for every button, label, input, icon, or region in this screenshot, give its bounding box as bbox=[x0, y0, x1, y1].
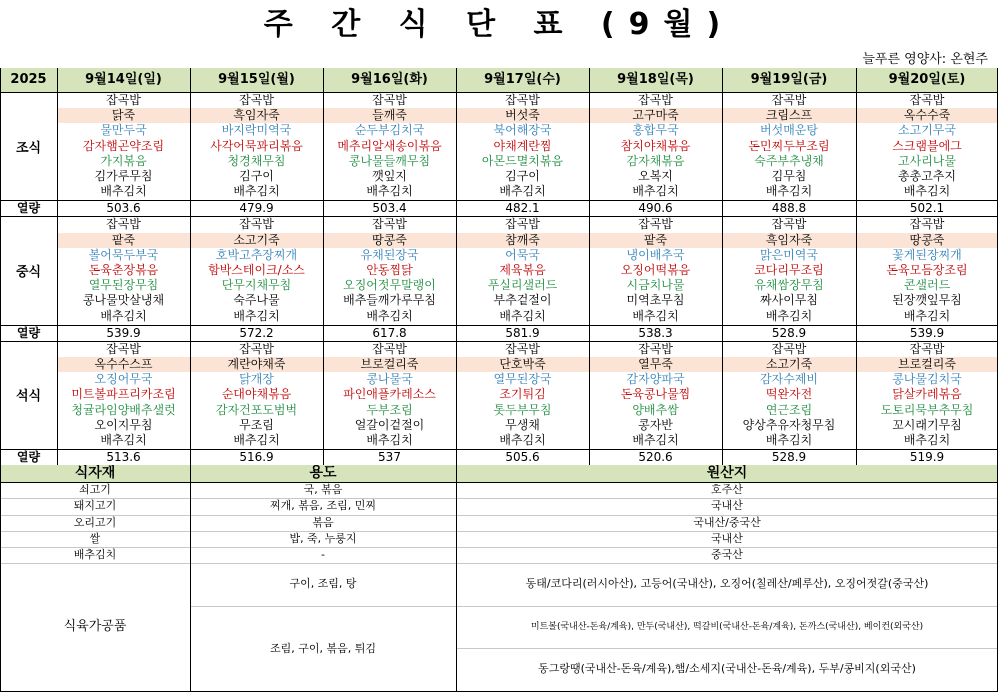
menu-item: 제육볶음 bbox=[499, 263, 546, 277]
origin-cell: 찌개, 볶음, 조림, 민찌 bbox=[270, 499, 376, 513]
menu-item: 배추김치 bbox=[499, 308, 546, 323]
menu-item: 팥죽 bbox=[111, 232, 136, 247]
day-header: 9월20일(토) bbox=[856, 68, 998, 92]
menu-item: 어묵국 bbox=[505, 247, 540, 262]
menu-item: 꼬시래기무침 bbox=[892, 417, 962, 432]
menu-item: 감자건포도범벅 bbox=[215, 402, 298, 417]
menu-item: 숙주나물 bbox=[233, 293, 280, 308]
menu-item: 된장깻잎무침 bbox=[892, 293, 962, 308]
menu-item: 잡곡밥 bbox=[638, 217, 673, 232]
menu-item: 배추김치 bbox=[632, 184, 679, 199]
grid-line bbox=[190, 68, 191, 465]
menu-item: 야채계란찜 bbox=[493, 138, 552, 153]
origin-header: 용도 bbox=[190, 465, 456, 482]
menu-item: 미트볼파프리카조림 bbox=[71, 387, 176, 402]
calorie-value: 617.8 bbox=[372, 325, 407, 340]
menu-item: 스크램블에그 bbox=[892, 138, 962, 153]
origin-cell: 밥, 죽, 누룽지 bbox=[289, 531, 357, 545]
origin-cell: 쌀 bbox=[89, 531, 101, 545]
grid-line bbox=[0, 691, 998, 692]
calorie-value: 537 bbox=[378, 450, 401, 465]
menu-item: 배추김치 bbox=[632, 433, 679, 447]
menu-item: 팥죽 bbox=[643, 232, 668, 247]
menu-item: 꽃게된장찌개 bbox=[892, 247, 962, 262]
menu-item: 콩나물맛살냉채 bbox=[82, 293, 165, 308]
menu-item: 파인애플카레소스 bbox=[343, 387, 436, 402]
menu-item: 옥수수스프 bbox=[94, 357, 153, 371]
processed-origin: 미트볼(국내산-돈육/계육), 만두(국내산), 떡갈비(국내산-돈육/계육), 돈까스(국내산), 베이컨(외국산) bbox=[530, 621, 924, 632]
menu-item: 청귤라임양배추샐럿 bbox=[71, 402, 176, 417]
menu-item: 고사리나물 bbox=[898, 153, 956, 168]
grid-line bbox=[190, 465, 191, 691]
calorie-value: 505.6 bbox=[505, 450, 540, 465]
menu-item: 청경채무침 bbox=[227, 153, 286, 168]
menu-item: 참깨죽 bbox=[505, 232, 540, 247]
calorie-value: 503.6 bbox=[106, 201, 141, 216]
menu-item: 돈육콩나물찜 bbox=[620, 387, 691, 402]
menu-item: 볼어묵두부국 bbox=[88, 247, 159, 262]
calorie-value: 516.9 bbox=[239, 450, 274, 465]
menu-item: 조기튀김 bbox=[499, 387, 546, 402]
menu-item: 두부조림 bbox=[366, 402, 413, 417]
menu-item: 땅콩죽 bbox=[372, 232, 407, 247]
page-title: 주 간 식 단 표 (9월) bbox=[263, 7, 735, 42]
calorie-value: 538.3 bbox=[638, 325, 673, 340]
origin-cell: 국내산/중국산 bbox=[693, 515, 761, 529]
origin-cell: 오리고기 bbox=[73, 515, 117, 529]
menu-item: 돈육춘장볶음 bbox=[88, 263, 159, 277]
menu-item: 배추김치 bbox=[100, 184, 147, 199]
menu-item: 브로컬리죽 bbox=[360, 357, 419, 371]
menu-item: 크림스프 bbox=[765, 108, 813, 123]
menu-item: 연근조림 bbox=[765, 402, 813, 417]
menu-item: 오징어젓무말랭이 bbox=[343, 278, 436, 293]
menu-item: 잡곡밥 bbox=[106, 93, 141, 107]
calorie-value: 528.9 bbox=[771, 450, 807, 465]
day-header: 9월14일(일) bbox=[57, 68, 190, 92]
menu-item: 오복지 bbox=[638, 169, 673, 183]
calorie-value: 490.6 bbox=[638, 201, 673, 216]
menu-item: 잡곡밥 bbox=[638, 93, 673, 107]
origin-cell: 중국산 bbox=[711, 548, 743, 561]
menu-item: 오징어떡볶음 bbox=[620, 263, 691, 277]
menu-item: 잡곡밥 bbox=[372, 93, 407, 107]
menu-item: 돈육모듬장조림 bbox=[886, 263, 968, 277]
menu-item: 숙주부추냉채 bbox=[754, 153, 824, 168]
menu-item: 소고기무국 bbox=[898, 123, 956, 138]
menu-item: 잡곡밥 bbox=[239, 341, 274, 356]
menu-item: 닭죽 bbox=[111, 108, 136, 123]
menu-item: 배추김치 bbox=[499, 433, 546, 447]
menu-item: 가지볶음 bbox=[100, 153, 147, 168]
menu-item: 잡곡밥 bbox=[909, 217, 945, 232]
menu-item: 배추김치 bbox=[765, 433, 813, 447]
menu-item: 메추리알새송이볶음 bbox=[337, 138, 442, 153]
menu-item: 바지락미역국 bbox=[221, 123, 292, 138]
menu-item: 흑임자죽 bbox=[765, 232, 813, 247]
menu-item: 잡곡밥 bbox=[771, 341, 807, 356]
menu-item: 물만두국 bbox=[100, 123, 147, 138]
nutritionist-label: 늘푸른 영양사: 온현주 bbox=[862, 52, 988, 67]
menu-item: 단호박죽 bbox=[499, 357, 546, 371]
grid-line bbox=[856, 68, 857, 465]
menu-item: 배추김치 bbox=[366, 184, 413, 199]
processed-item: 식육가공품 bbox=[63, 619, 127, 635]
year-cell: 2025 bbox=[0, 68, 57, 92]
menu-item: 잡곡밥 bbox=[505, 217, 540, 232]
menu-item: 김가루무침 bbox=[94, 169, 153, 183]
day-header: 9월18일(목) bbox=[589, 68, 722, 92]
menu-item: 배추김치 bbox=[100, 433, 147, 447]
menu-item: 김구이 bbox=[505, 169, 540, 183]
menu-item: 돈민찌두부조림 bbox=[748, 138, 830, 153]
origin-cell: 돼지고기 bbox=[73, 499, 117, 513]
menu-item: 흑임자죽 bbox=[233, 108, 280, 123]
menu-item: 열무된장국 bbox=[493, 372, 552, 387]
day-header: 9월19일(금) bbox=[722, 68, 856, 92]
menu-item: 순두부김치국 bbox=[354, 123, 425, 138]
menu-item: 얼갈이겉절이 bbox=[354, 417, 425, 432]
grid-line bbox=[323, 68, 324, 465]
menu-item: 참치야채볶음 bbox=[620, 138, 691, 153]
menu-item: 홍합무국 bbox=[632, 123, 679, 138]
day-header: 9월17일(수) bbox=[456, 68, 589, 92]
menu-item: 잡곡밥 bbox=[909, 341, 945, 356]
menu-item: 안동찜닭 bbox=[366, 263, 413, 277]
calorie-value: 528.9 bbox=[771, 325, 807, 340]
menu-item: 코다리무조림 bbox=[754, 263, 824, 277]
menu-item: 김구이 bbox=[239, 169, 274, 183]
menu-item: 부추겉절이 bbox=[493, 293, 552, 308]
menu-item: 옥수수죽 bbox=[903, 108, 951, 123]
origin-cell: 호주산 bbox=[711, 483, 743, 497]
menu-item: 배추김치 bbox=[903, 433, 951, 447]
menu-item: 배추김치 bbox=[233, 184, 280, 199]
origin-header: 원산지 bbox=[456, 465, 998, 482]
grid-line bbox=[0, 465, 1, 691]
menu-item: 유채된장국 bbox=[360, 247, 419, 262]
calorie-value: 488.8 bbox=[771, 201, 807, 216]
grid-line bbox=[589, 68, 590, 465]
menu-item: 순대야채볶음 bbox=[221, 387, 292, 402]
calorie-value: 520.6 bbox=[638, 450, 673, 465]
menu-item: 잡곡밥 bbox=[106, 341, 141, 356]
menu-item: 짜사이무침 bbox=[760, 293, 818, 308]
menu-item: 배추김치 bbox=[499, 184, 546, 199]
menu-item: 잡곡밥 bbox=[106, 217, 141, 232]
menu-item: 감자수제비 bbox=[760, 372, 818, 387]
menu-item: 감자양파국 bbox=[626, 372, 685, 387]
menu-item: 호박고추장찌개 bbox=[215, 247, 298, 262]
menu-item: 콩나물들깨무침 bbox=[348, 153, 431, 168]
menu-item: 배추김치 bbox=[100, 308, 147, 323]
menu-item: 브로컬리죽 bbox=[898, 357, 956, 371]
menu-item: 잡곡밥 bbox=[239, 93, 274, 107]
menu-item: 열무된장무침 bbox=[88, 278, 159, 293]
menu-item: 배추김치 bbox=[903, 184, 951, 199]
menu-item: 고구마죽 bbox=[632, 108, 679, 123]
origin-cell: 국내산 bbox=[711, 499, 743, 513]
meal-name: 조식 bbox=[15, 140, 42, 156]
menu-item: 잡곡밥 bbox=[771, 93, 807, 107]
origin-cell: 볶음 bbox=[312, 515, 334, 529]
calorie-value: 503.4 bbox=[372, 201, 407, 216]
menu-item: 잡곡밥 bbox=[239, 217, 274, 232]
menu-item: 아몬드멸치볶음 bbox=[481, 153, 564, 168]
menu-item: 땅콩죽 bbox=[909, 232, 945, 247]
grid-line bbox=[0, 68, 1, 465]
origin-header: 식자재 bbox=[0, 465, 190, 482]
calorie-value: 539.9 bbox=[106, 325, 141, 340]
grid-line bbox=[456, 68, 457, 465]
menu-item: 콩나물국 bbox=[366, 372, 413, 387]
calorie-label: 열량 bbox=[16, 325, 41, 340]
menu-item: 함박스테이크/소스 bbox=[208, 263, 305, 277]
menu-item: 배추김치 bbox=[632, 308, 679, 323]
menu-item: 열무죽 bbox=[638, 357, 673, 371]
origin-cell: 배추김치 bbox=[73, 548, 117, 561]
menu-item: 콩나물김치국 bbox=[892, 372, 962, 387]
menu-item: 버섯죽 bbox=[505, 108, 540, 123]
menu-item: 톳두부무침 bbox=[493, 402, 552, 417]
calorie-value: 519.9 bbox=[909, 450, 945, 465]
calorie-value: 581.9 bbox=[505, 325, 540, 340]
menu-item: 계란야채죽 bbox=[227, 357, 286, 371]
calorie-value: 482.1 bbox=[505, 201, 540, 216]
menu-item: 배추김치 bbox=[765, 308, 813, 323]
processed-origin: 동그랑땡(국내산-돈육/계육),햄/소세지(국내산-돈육/계육), 두부/콩비지(외국산) bbox=[538, 662, 916, 676]
menu-item: 미역초무침 bbox=[626, 293, 685, 308]
calorie-value: 539.9 bbox=[909, 325, 945, 340]
menu-item: 단무지채무침 bbox=[221, 278, 292, 293]
menu-item: 깻잎지 bbox=[372, 169, 407, 183]
menu-item: 떡완자전 bbox=[765, 387, 813, 402]
menu-item: 양상추유자청무침 bbox=[742, 417, 836, 432]
meal-name: 석식 bbox=[15, 389, 42, 405]
calorie-value: 572.2 bbox=[239, 325, 274, 340]
row-line bbox=[190, 606, 998, 607]
menu-item: 김무침 bbox=[771, 169, 807, 183]
menu-item: 배추들깨가루무침 bbox=[343, 293, 436, 308]
menu-item: 들깨죽 bbox=[372, 108, 407, 123]
menu-item: 닭살카레볶음 bbox=[892, 387, 962, 402]
menu-item: 소고기죽 bbox=[233, 232, 280, 247]
grid-line bbox=[722, 68, 723, 465]
menu-item: 잡곡밥 bbox=[909, 93, 945, 107]
menu-item: 잡곡밥 bbox=[638, 341, 673, 356]
meal-name: 중식 bbox=[15, 265, 42, 281]
origin-cell: 국, 볶음 bbox=[303, 483, 343, 497]
processed-use: 구이, 조림, 탕 bbox=[289, 577, 357, 591]
calorie-value: 513.6 bbox=[106, 450, 141, 465]
menu-item: 사각어묵꽈리볶음 bbox=[210, 138, 303, 153]
grid-line bbox=[57, 68, 58, 465]
menu-item: 무생채 bbox=[505, 417, 540, 432]
menu-item: 배추김치 bbox=[233, 308, 280, 323]
origin-cell: - bbox=[321, 548, 325, 561]
menu-item: 잡곡밥 bbox=[372, 217, 407, 232]
menu-item: 잡곡밥 bbox=[372, 341, 407, 356]
menu-item: 소고기죽 bbox=[765, 357, 813, 371]
menu-item: 잡곡밥 bbox=[505, 93, 540, 107]
menu-item: 감자채볶음 bbox=[626, 153, 685, 168]
calorie-label: 열량 bbox=[16, 201, 41, 216]
menu-item: 배추김치 bbox=[233, 433, 280, 447]
grid-line bbox=[456, 465, 457, 691]
menu-item: 콩자반 bbox=[638, 417, 673, 432]
menu-item: 총총고추지 bbox=[898, 169, 956, 183]
menu-item: 시금치나물 bbox=[626, 278, 685, 293]
menu-item: 무조림 bbox=[239, 417, 274, 432]
row-line bbox=[456, 648, 998, 649]
menu-item: 양배추쌈 bbox=[632, 402, 679, 417]
menu-item: 오이지무침 bbox=[94, 417, 153, 432]
menu-item: 닭개장 bbox=[239, 372, 274, 387]
menu-item: 배추김치 bbox=[903, 308, 951, 323]
menu-item: 북어해장국 bbox=[493, 123, 552, 138]
processed-use: 조림, 구이, 볶음, 튀김 bbox=[270, 641, 376, 655]
menu-item: 맑은미역국 bbox=[760, 247, 818, 262]
menu-item: 버섯매운탕 bbox=[760, 123, 818, 138]
day-header: 9월16일(화) bbox=[323, 68, 456, 92]
menu-item: 잡곡밥 bbox=[505, 341, 540, 356]
menu-item: 배추김치 bbox=[366, 433, 413, 447]
calorie-value: 479.9 bbox=[239, 201, 274, 216]
origin-cell: 국내산 bbox=[711, 531, 743, 545]
menu-item: 냉이배추국 bbox=[626, 247, 685, 262]
menu-item: 콘샐러드 bbox=[903, 278, 951, 293]
day-header: 9월15일(월) bbox=[190, 68, 323, 92]
menu-item: 오징어무국 bbox=[94, 372, 153, 387]
menu-item: 감자햄곤약조림 bbox=[82, 138, 165, 153]
calorie-value: 502.1 bbox=[909, 201, 945, 216]
menu-item: 유채쌈장무침 bbox=[754, 278, 824, 293]
menu-item: 푸실리샐러드 bbox=[487, 278, 558, 293]
menu-item: 배추김치 bbox=[765, 184, 813, 199]
processed-origin: 동태/코다리(러시아산), 고등어(국내산), 오징어(칠레산/페루산), 오징어젓갈(중국산) bbox=[525, 577, 929, 591]
calorie-label: 열량 bbox=[16, 450, 41, 465]
menu-item: 도토리묵부추무침 bbox=[880, 402, 974, 417]
menu-item: 배추김치 bbox=[366, 308, 413, 323]
origin-cell: 쇠고기 bbox=[79, 483, 111, 497]
menu-item: 잡곡밥 bbox=[771, 217, 807, 232]
